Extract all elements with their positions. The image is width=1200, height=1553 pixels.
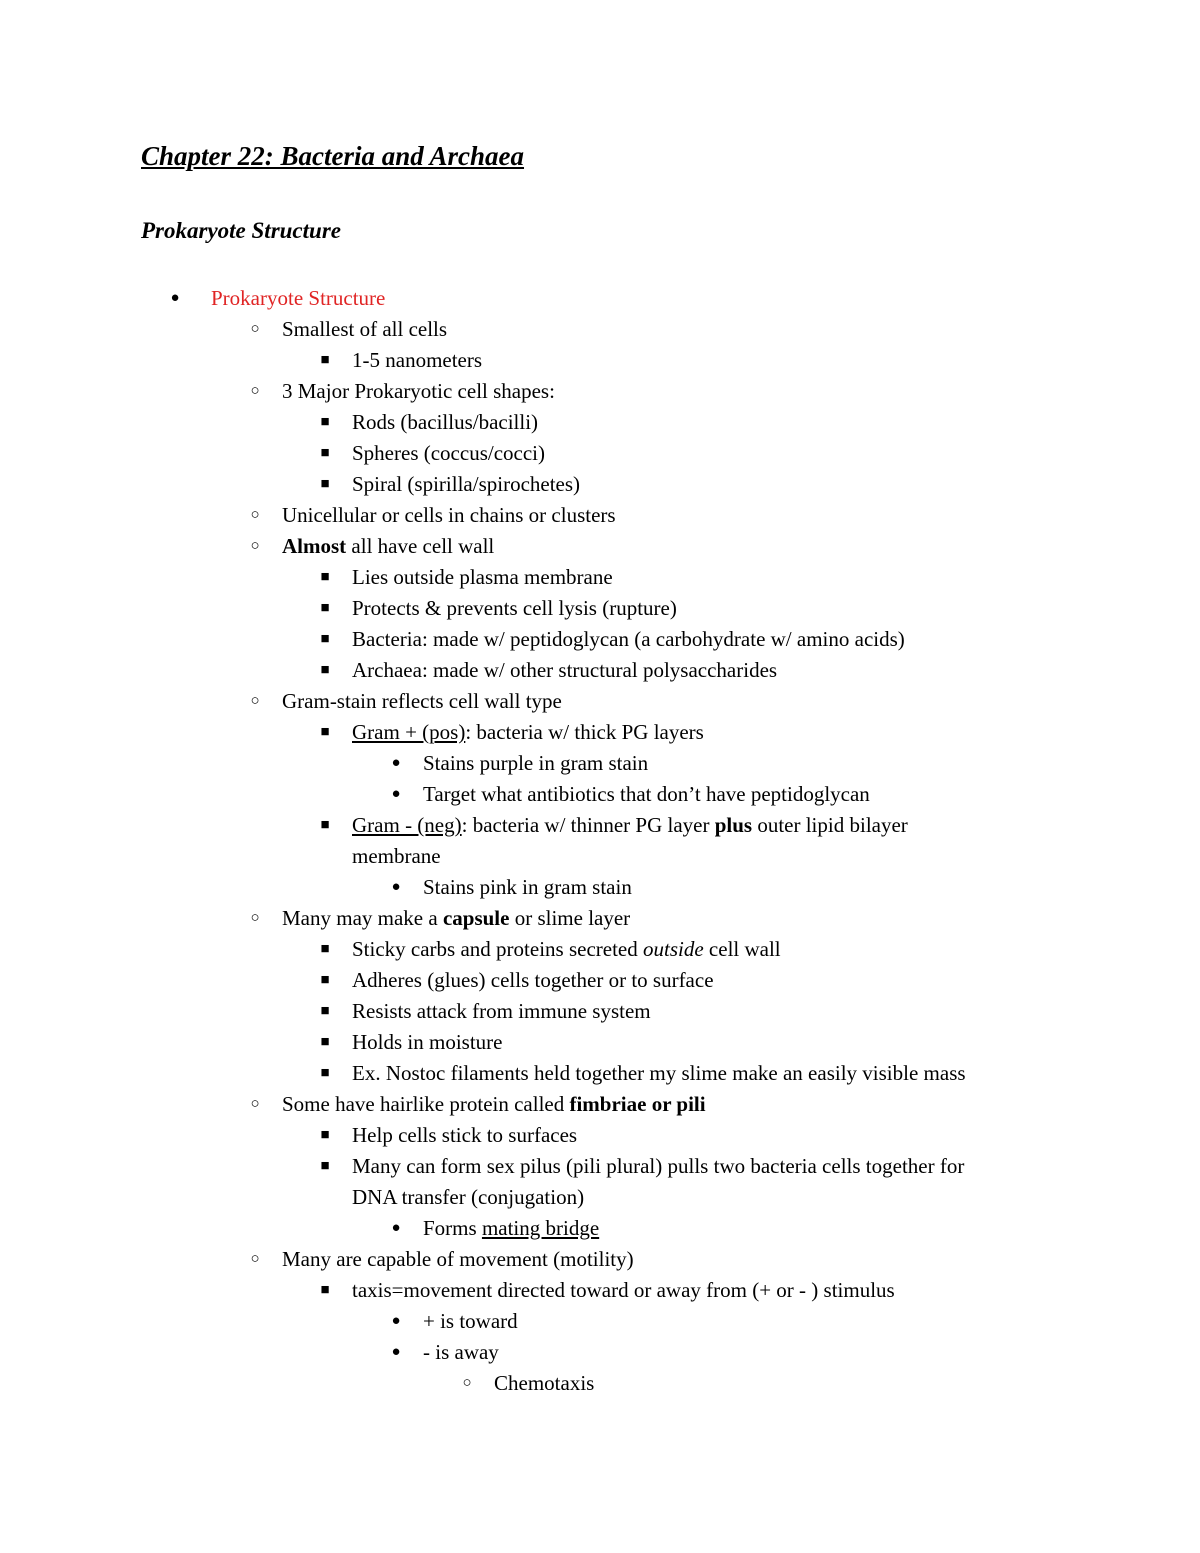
list-item (0, 283, 1200, 314)
square-bullet-icon: ■ (320, 600, 330, 616)
list-item-text: taxis=movement directed toward or away from (+ or - ) stimulus (352, 1278, 895, 1302)
filled-circle-bullet-icon: ● (391, 1313, 401, 1329)
list-item-text: Adheres (glues) cells together or to surface (352, 968, 714, 992)
list-item-text: Chemotaxis (494, 1371, 595, 1395)
bold-text: Almost (282, 534, 347, 558)
underlined-text: Gram + (pos) (352, 720, 466, 744)
list-item-text: Archaea: made w/ other structural polysaccharides (352, 658, 778, 682)
list-item (0, 1058, 1200, 1089)
list-item (0, 872, 1200, 903)
square-bullet-icon: ■ (320, 414, 330, 430)
list-item (0, 469, 1200, 500)
list-item (0, 314, 1200, 345)
list-item-text: 1-5 nanometers (352, 348, 483, 372)
bold-text: capsule (442, 906, 510, 930)
hollow-circle-bullet-icon: ○ (462, 1375, 472, 1391)
text-run: all have cell wall (346, 534, 495, 558)
square-bullet-icon: ■ (320, 1127, 330, 1143)
list-item-text: Holds in moisture (352, 1030, 503, 1054)
page-title: Chapter 22: Bacteria and Archaea (141, 141, 525, 171)
square-bullet-icon: ■ (320, 569, 330, 585)
hollow-circle-bullet-icon: ○ (250, 507, 260, 523)
list-item-text: Gram-stain reflects cell wall type (282, 689, 562, 713)
italic-text: outside (643, 937, 704, 961)
list-item (0, 438, 1200, 469)
square-bullet-icon: ■ (320, 972, 330, 988)
list-item (0, 1120, 1200, 1151)
list-item (0, 1306, 1200, 1337)
list-item (0, 1368, 1200, 1399)
list-item (0, 1244, 1200, 1275)
square-bullet-icon: ■ (320, 1003, 330, 1019)
list-item-text: - is away (423, 1340, 499, 1364)
list-item-text: Lies outside plasma membrane (352, 565, 613, 589)
hollow-circle-bullet-icon: ○ (250, 1251, 260, 1267)
square-bullet-icon: ■ (320, 352, 330, 368)
list-item (0, 810, 1200, 841)
list-item-text (352, 934, 781, 965)
bold-text: plus (714, 813, 753, 837)
list-item (0, 934, 1200, 965)
square-bullet-icon: ■ (320, 1034, 330, 1050)
list-item (0, 686, 1200, 717)
square-bullet-icon: ■ (320, 1065, 330, 1081)
list-item-text (352, 717, 704, 748)
list-item (0, 717, 1200, 748)
list-item (0, 748, 1200, 779)
list-item-text: Resists attack from immune system (352, 999, 651, 1023)
text-run: outer lipid bilayer (752, 813, 908, 837)
square-bullet-icon: ■ (320, 445, 330, 461)
list-item (0, 996, 1200, 1027)
square-bullet-icon: ■ (320, 631, 330, 647)
square-bullet-icon: ■ (320, 817, 330, 833)
list-item (0, 345, 1200, 376)
list-item (0, 965, 1200, 996)
square-bullet-icon: ■ (320, 941, 330, 957)
text-run: or slime layer (509, 906, 631, 930)
list-item-text: Help cells stick to surfaces (352, 1123, 578, 1147)
hollow-circle-bullet-icon: ○ (250, 693, 260, 709)
text-run: Some have hairlike protein called (282, 1092, 570, 1116)
filled-circle-bullet-icon: ● (391, 786, 401, 802)
list-item-text: Stains purple in gram stain (423, 751, 649, 775)
list-item (0, 779, 1200, 810)
outline-list (0, 283, 1200, 1399)
list-item-text: + is toward (423, 1309, 518, 1333)
list-item-text: Spiral (spirilla/spirochetes) (352, 472, 581, 496)
filled-circle-bullet-icon: ● (391, 879, 401, 895)
list-item (0, 500, 1200, 531)
square-bullet-icon: ■ (320, 1158, 330, 1174)
list-item-text: Spheres (coccus/cocci) (352, 441, 545, 465)
filled-circle-bullet-icon: ● (391, 1220, 401, 1236)
text-run: Many may make a (282, 906, 443, 930)
list-item-text: Many are capable of movement (motility) (282, 1247, 634, 1271)
list-item-text: Many can form sex pilus (pili plural) pulls two bacteria cells together for (352, 1154, 965, 1178)
text-run: Forms (423, 1216, 482, 1240)
list-item-text: Bacteria: made w/ peptidoglycan (a carbohydrate w/ amino acids) (352, 627, 905, 651)
square-bullet-icon: ■ (320, 662, 330, 678)
hollow-circle-bullet-icon: ○ (250, 383, 260, 399)
list-item (0, 531, 1200, 562)
list-item-text: Target what antibiotics that don’t have peptidoglycan (423, 782, 870, 806)
list-item-text: Prokaryote Structure (211, 286, 386, 310)
list-item-text (282, 903, 630, 934)
underlined-text: mating bridge (481, 1216, 600, 1240)
hollow-circle-bullet-icon: ○ (250, 321, 260, 337)
list-item-text (423, 1213, 599, 1244)
list-item (0, 624, 1200, 655)
text-run: Sticky carbs and proteins secreted (352, 937, 643, 961)
list-item-text: Stains pink in gram stain (423, 875, 632, 899)
list-item-text: Rods (bacillus/bacilli) (352, 410, 539, 434)
list-item (0, 1151, 1200, 1182)
hollow-circle-bullet-icon: ○ (250, 1096, 260, 1112)
section-heading: Prokaryote Structure (141, 218, 341, 243)
list-item (0, 593, 1200, 624)
square-bullet-icon: ■ (320, 724, 330, 740)
list-item-text (282, 1089, 706, 1120)
filled-circle-bullet-icon: ● (170, 290, 180, 306)
list-item (0, 407, 1200, 438)
list-item-text: membrane (352, 844, 441, 868)
hollow-circle-bullet-icon: ○ (250, 538, 260, 554)
list-item-text: Unicellular or cells in chains or clusters (282, 503, 616, 527)
bold-text: fimbriae or pili (569, 1092, 706, 1116)
underlined-text: Gram - (neg) (352, 813, 462, 837)
text-run: : bacteria w/ thinner PG layer (461, 813, 715, 837)
list-item-continuation (0, 1182, 1200, 1213)
list-item-text: Smallest of all cells (282, 317, 448, 341)
list-item-text (282, 531, 494, 562)
list-item (0, 1213, 1200, 1244)
list-item-text (352, 810, 908, 841)
list-item-text: DNA transfer (conjugation) (352, 1185, 585, 1209)
list-item (0, 562, 1200, 593)
list-item (0, 376, 1200, 407)
list-item (0, 1275, 1200, 1306)
square-bullet-icon: ■ (320, 1282, 330, 1298)
filled-circle-bullet-icon: ● (391, 755, 401, 771)
list-item (0, 655, 1200, 686)
list-item (0, 1337, 1200, 1368)
list-item-text: Protects & prevents cell lysis (rupture) (352, 596, 677, 620)
list-item (0, 1027, 1200, 1058)
text-run: cell wall (703, 937, 781, 961)
list-item-continuation (0, 841, 1200, 872)
list-item (0, 1089, 1200, 1120)
filled-circle-bullet-icon: ● (391, 1344, 401, 1360)
hollow-circle-bullet-icon: ○ (250, 910, 260, 926)
list-item-text: 3 Major Prokaryotic cell shapes: (282, 379, 555, 403)
square-bullet-icon: ■ (320, 476, 330, 492)
text-run: : bacteria w/ thick PG layers (465, 720, 704, 744)
list-item (0, 903, 1200, 934)
list-item-text: Ex. Nostoc filaments held together my slime make an easily visible mass (352, 1061, 966, 1085)
